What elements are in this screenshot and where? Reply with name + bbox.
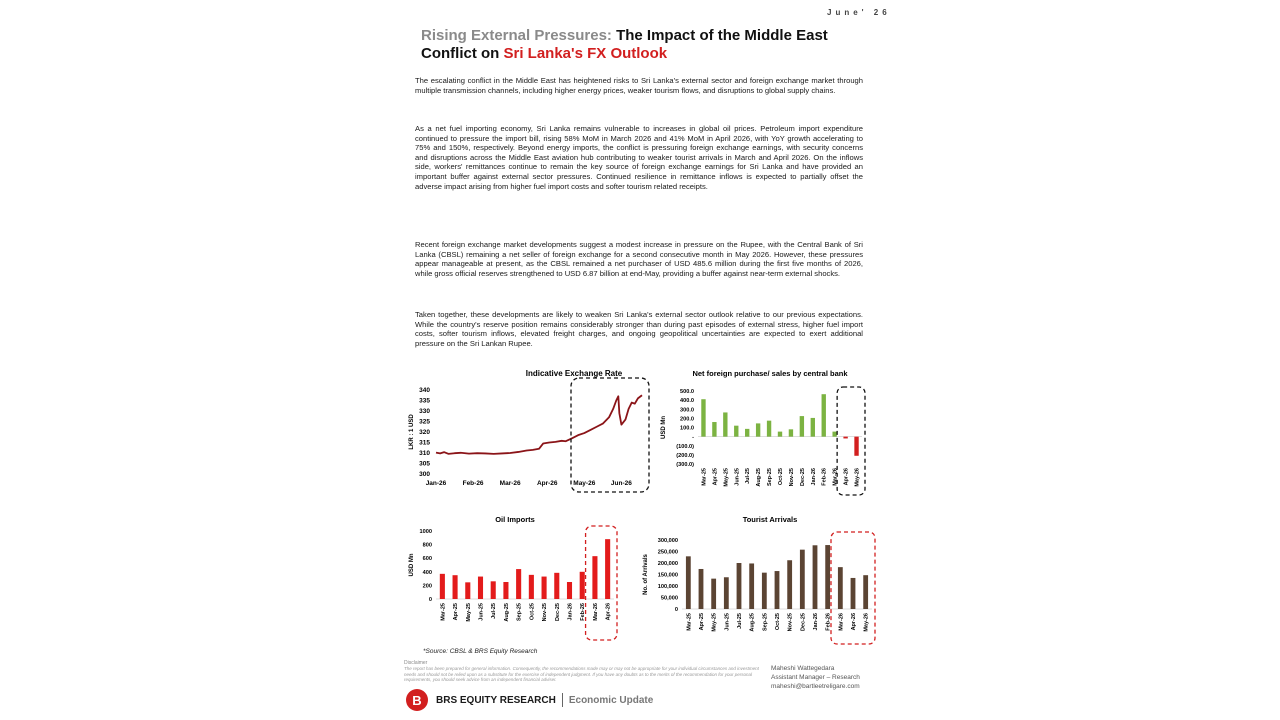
y-tick-label: 300,000 <box>657 538 678 544</box>
x-tick-label: Jun-25 <box>724 613 731 631</box>
y-tick-label: 300.0 <box>680 407 694 414</box>
bar-Aug-25 <box>756 423 760 436</box>
x-tick-label: Feb-26 <box>580 603 587 621</box>
chart-oil-svg <box>404 512 629 647</box>
exchange-rate-chart <box>404 366 654 496</box>
y-tick-label: 340 <box>419 387 430 394</box>
y-tick-label: 335 <box>419 397 430 405</box>
x-tick-label: Mar-25 <box>701 468 708 486</box>
y-tick-label: 500.0 <box>680 389 694 395</box>
x-tick-label: May-25 <box>465 603 472 622</box>
y-tick-label: 200.0 <box>680 416 694 423</box>
bar-Apr-25 <box>453 575 458 599</box>
y-tick-label: 400.0 <box>680 398 694 405</box>
x-tick-label: May-25 <box>723 468 730 487</box>
bar-Aug-25 <box>749 563 754 609</box>
highlight-box <box>571 378 649 492</box>
bar-Nov-25 <box>789 429 793 436</box>
x-tick-label: May-26 <box>863 613 870 632</box>
title-lead: Rising External Pressures: <box>421 27 612 44</box>
author-name: Maheshi Wattegedara <box>771 665 835 672</box>
x-tick-label: Nov-25 <box>787 613 794 632</box>
bar-Jan-26 <box>567 582 572 599</box>
y-axis-label: USD Mn <box>409 553 415 577</box>
y-tick-label: 0 <box>674 607 678 613</box>
chart-fx-svg <box>404 366 654 496</box>
bar-Nov-25 <box>542 577 547 599</box>
bar-Jul-25 <box>491 581 496 599</box>
y-tick-label: 300 <box>419 471 430 478</box>
chart-title: Net foreign purchase/ sales by central bank <box>692 369 848 378</box>
bar-Oct-25 <box>529 575 534 599</box>
bar-May-25 <box>711 579 716 609</box>
x-tick-label: Dec-25 <box>799 468 806 487</box>
x-tick-label: Jul-25 <box>737 613 743 629</box>
x-tick-label: Apr-26 <box>536 480 558 487</box>
y-axis-label: USD Mn <box>661 416 667 439</box>
bar-May-25 <box>465 582 470 599</box>
bar-Jul-25 <box>745 429 749 437</box>
y-axis-label: LKR : 1 USD <box>409 414 415 450</box>
x-tick-label: Mar-26 <box>832 468 839 486</box>
highlight-box <box>586 526 617 640</box>
y-tick-label: 315 <box>419 439 430 447</box>
x-tick-label: Jul-25 <box>491 603 498 619</box>
x-tick-label: May-26 <box>573 480 596 487</box>
y-tick-label: 150,000 <box>657 572 678 579</box>
bar-Aug-25 <box>503 582 508 599</box>
highlight-box <box>837 387 865 495</box>
bar-May-26 <box>863 575 868 609</box>
bar-Apr-25 <box>712 422 716 437</box>
brs-logo-icon: B <box>406 689 428 711</box>
y-tick-label: (200.0) <box>676 452 694 459</box>
x-tick-label: Feb-26 <box>821 468 828 486</box>
y-axis-label: No. of Arrivals <box>643 554 649 595</box>
report-date: June' 26 <box>827 8 891 17</box>
y-tick-label: 50,000 <box>660 595 678 602</box>
y-tick-label: 330 <box>419 408 430 415</box>
x-tick-label: May-25 <box>711 613 718 632</box>
bar-Apr-26 <box>605 539 610 599</box>
tourist-arrivals-chart <box>640 512 880 647</box>
chart-title: Tourist Arrivals <box>742 515 798 524</box>
bar-Sep-25 <box>762 573 767 609</box>
x-tick-label: Dec-25 <box>800 613 807 632</box>
bar-Mar-25 <box>440 574 445 599</box>
bar-Dec-25 <box>800 416 804 437</box>
bar-Oct-25 <box>775 571 780 609</box>
bar-Jun-25 <box>734 426 738 437</box>
x-tick-label: Apr-26 <box>605 603 612 621</box>
net-fx-chart <box>660 366 875 501</box>
x-tick-label: Nov-25 <box>788 468 795 487</box>
bar-Apr-25 <box>699 569 704 609</box>
x-tick-label: Sep-25 <box>516 603 523 622</box>
bar-Sep-25 <box>516 569 521 599</box>
author-email[interactable]: maheshi@bartleetreligare.com <box>771 683 860 690</box>
paragraph-fx: Recent foreign exchange market developments suggest a modest increase in pressure on the Rupee, with the Central Bank of Sri Lanka (CBSL) remaining a net seller of foreign exchange for a second consecutive month in May 2026. However, these pressures appear manageable at present, as the CBSL remained a net purchaser of USD 485.6 million during the first five months of 2026, while gross official reserves strengthened to USD 6.87 billion at end-May, providing a buffer against near-term external shocks. <box>415 240 863 278</box>
chart-title: Oil Imports <box>495 515 535 524</box>
x-tick-label: Oct-25 <box>775 613 781 631</box>
x-tick-label: Oct-25 <box>778 468 784 486</box>
paragraph-intro: The escalating conflict in the Middle East has heightened risks to Sri Lanka's external sector and foreign exchange market through multiple transmission channels, including higher energy prices, weaker tourism flows, and disruptions to global supply chains. <box>415 76 863 95</box>
bar-Mar-25 <box>686 556 691 609</box>
bar-Nov-25 <box>787 560 792 609</box>
y-tick-label: 100,000 <box>657 584 678 590</box>
y-tick-label: 200 <box>422 583 432 590</box>
y-tick-label: 0 <box>428 597 432 603</box>
bar-Jul-25 <box>737 563 742 609</box>
bar-Apr-26 <box>843 437 847 439</box>
x-tick-label: Jul-25 <box>745 468 752 484</box>
x-tick-label: Apr-26 <box>851 613 857 631</box>
bar-Mar-25 <box>701 399 705 436</box>
x-tick-label: Jan-26 <box>810 468 817 486</box>
x-tick-label: Apr-25 <box>712 468 719 486</box>
y-tick-label: 250,000 <box>657 549 678 556</box>
oil-imports-chart <box>404 512 629 647</box>
source-note: *Source: CBSL & BRS Equity Research <box>423 648 538 655</box>
bar-Jan-26 <box>811 418 815 437</box>
x-tick-label: Mar-25 <box>440 603 447 621</box>
y-tick-label: (100.0) <box>676 443 694 450</box>
footer <box>406 689 653 711</box>
x-tick-label: Nov-25 <box>542 603 549 622</box>
y-tick-label: 305 <box>419 460 430 468</box>
disclaimer-text: The report has been prepared for general information. Consequently, the recommendations made may or may not be appropriate for your individual circumstances and investment needs and should not be relied upon as a substitute for the exercise of independent judgment. If you have any doubts as to the merits of the recommendation for your personal requirements, you should seek advice from an independent financial adviser. <box>404 666 759 683</box>
bar-Mar-26 <box>592 556 597 599</box>
x-tick-label: Mar-26 <box>838 613 845 631</box>
x-tick-label: Jun-26 <box>610 480 632 487</box>
bar-Feb-26 <box>822 394 826 436</box>
x-tick-label: Aug-25 <box>749 613 756 632</box>
x-tick-label: Jun-25 <box>734 468 741 486</box>
x-tick-label: Apr-25 <box>453 603 460 621</box>
fx-rate-line <box>436 395 642 454</box>
x-tick-label: Sep-25 <box>767 468 774 487</box>
bar-May-25 <box>723 412 727 436</box>
x-tick-label: Apr-25 <box>699 613 705 631</box>
bar-May-26 <box>854 437 858 456</box>
x-tick-label: Mar-26 <box>499 480 521 487</box>
x-tick-label: Apr-26 <box>843 468 850 486</box>
chart-title: Indicative Exchange Rate <box>525 369 623 378</box>
bar-Feb-26 <box>825 545 830 609</box>
report-title <box>421 27 861 63</box>
title-highlight: Sri Lanka's FX Outlook <box>503 45 668 62</box>
y-tick-label: 400 <box>422 569 432 576</box>
disclaimer-heading: Disclaimer <box>404 660 428 666</box>
brand-name: BRS EQUITY RESEARCH <box>436 694 556 706</box>
chart-netfx-svg <box>660 366 875 501</box>
bar-Jan-26 <box>813 545 818 609</box>
y-tick-label: 310 <box>419 450 430 457</box>
x-tick-label: Jun-25 <box>478 603 485 621</box>
x-tick-label: Jan-26 <box>425 480 447 487</box>
x-tick-label: Feb-26 <box>462 480 484 487</box>
chart-tourist-svg <box>640 512 880 647</box>
x-tick-label: Sep-25 <box>762 613 769 632</box>
footer-divider <box>562 693 563 707</box>
x-tick-label: Jan-26 <box>813 613 819 631</box>
author-role: Assistant Manager – Research <box>771 674 860 681</box>
bar-Mar-26 <box>832 432 836 437</box>
bar-Feb-26 <box>580 572 585 599</box>
bar-Jun-25 <box>724 577 729 609</box>
bar-Dec-25 <box>554 573 559 599</box>
paragraph-oil: As a net fuel importing economy, Sri Lanka remains vulnerable to increases in global oil prices. Petroleum import expenditure continued to pressure the import bill, rising 58% MoM in March 2026 and 41% MoM in April 2026, with YoY growth accelerating to 75% and 150%, respectively. Beyond energy imports, the conflict is pressuring foreign exchange earnings, with security concerns and disruptions across the Middle East aviation hub contributing to weaker tourist arrivals in March and April 2026. On the inflows side, workers' remittances continue to remain the key source of foreign exchange earnings for Sri Lanka and have provided an important buffer against external sector pressures. Continued resilience in remittance inflows is expected to partially offset the adverse impact arising from higher fuel import costs and softer tourism related receipts. <box>415 124 863 191</box>
x-tick-label: Oct-25 <box>529 603 536 621</box>
x-tick-label: Dec-25 <box>554 603 561 622</box>
y-tick-label: 325 <box>419 418 430 426</box>
y-tick-label: 200,000 <box>657 561 678 567</box>
title-main: The Impact of the Middle East Conflict on <box>421 27 828 62</box>
author-block <box>771 664 860 691</box>
bar-Jun-25 <box>478 577 483 599</box>
paragraph-conclusion: Taken together, these developments are likely to weaken Sri Lanka's external sector outlook relative to our previous expectations. While the country's reserve position remains considerably stronger than during past episodes of external stress, higher fuel import costs, softer tourism inflows, elevated freight charges, and ongoing geopolitical uncertainties are expected to exert additional pressure on the Sri Lankan Rupee. <box>415 310 863 348</box>
bar-Mar-26 <box>838 567 843 609</box>
bar-Dec-25 <box>800 550 805 609</box>
x-tick-label: Mar-25 <box>686 613 693 631</box>
y-tick-label: 1000 <box>419 529 432 535</box>
x-tick-label: May-26 <box>854 468 861 487</box>
y-tick-label: 100.0 <box>680 425 694 432</box>
x-tick-label: Jan-26 <box>567 603 574 621</box>
bar-Oct-25 <box>778 432 782 437</box>
x-tick-label: Aug-25 <box>503 603 510 622</box>
y-tick-label: 320 <box>419 429 430 436</box>
y-tick-label: (300.0) <box>676 462 694 468</box>
y-tick-label: 600 <box>422 556 432 563</box>
x-tick-label: Mar-26 <box>592 603 599 621</box>
x-tick-label: Aug-25 <box>756 468 763 487</box>
x-tick-label: Feb-26 <box>825 613 832 631</box>
y-tick-label: 800 <box>422 542 432 549</box>
publication-type: Economic Update <box>568 694 654 706</box>
y-tick-label: - <box>692 434 694 441</box>
bar-Apr-26 <box>851 578 856 609</box>
bar-Sep-25 <box>767 421 771 437</box>
